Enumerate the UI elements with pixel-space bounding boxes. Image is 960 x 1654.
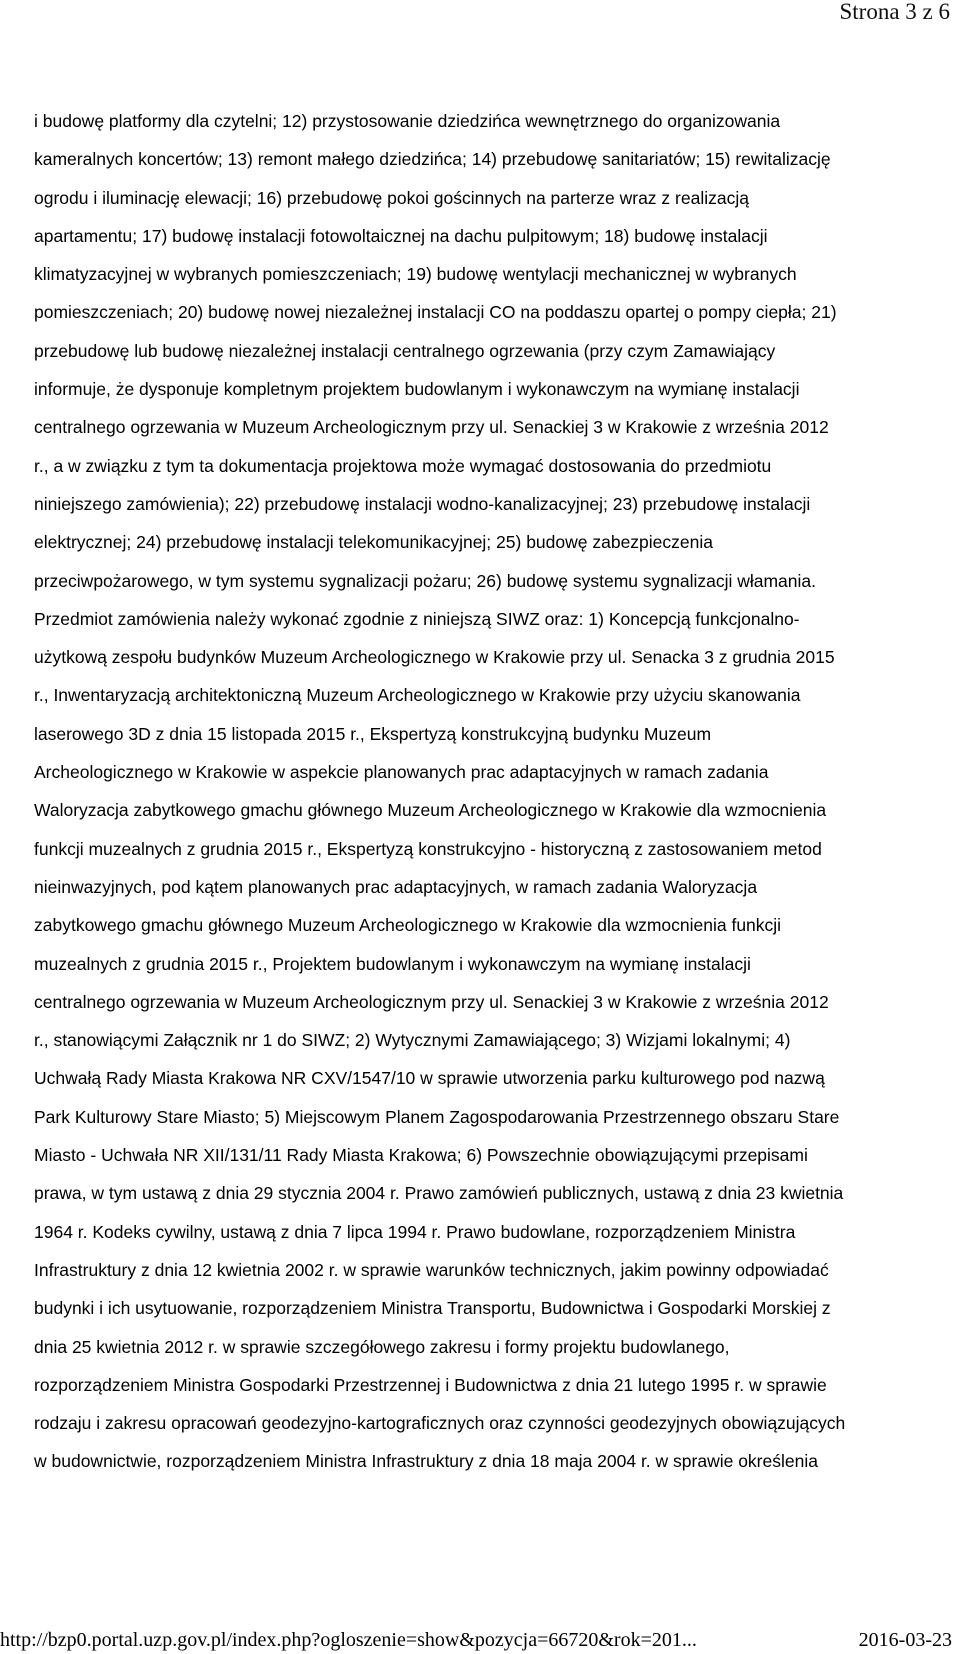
text-line: informuje, że dysponuje kompletnym projektem budowlanym i wykonawczym na wymianę instalacji <box>34 379 800 400</box>
text-line: przeciwpożarowego, w tym systemu sygnalizacji pożaru; 26) budowę systemu sygnalizacji włamania. <box>34 570 816 591</box>
text-line: muzealnych z grudnia 2015 r., Projektem budowlanym i wykonawczym na wymianę instalacji <box>34 953 751 974</box>
text-line: nieinwazyjnych, pod kątem planowanych prac adaptacyjnych, w ramach zadania Waloryzacja <box>34 876 758 897</box>
page-number: Strona 3 z 6 <box>839 0 950 24</box>
text-line: r., Inwentaryzacją architektoniczną Muzeum Archeologicznego w Krakowie przy użyciu skanowania <box>34 685 801 706</box>
text-line: Park Kulturowy Stare Miasto; 5) Miejscowym Planem Zagospodarowania Przestrzennego obszaru Stare <box>34 1106 840 1127</box>
text-line: użytkową zespołu budynków Muzeum Archeologicznego w Krakowie przy ul. Senacka 3 z grudnia 2015 <box>34 647 835 668</box>
text-line: funkcji muzealnych z grudnia 2015 r., Ekspertyzą konstrukcyjno - historyczną z zastosowaniem metod <box>34 838 822 859</box>
text-line: klimatyzacyjnej w wybranych pomieszczeniach; 19) budowę wentylacji mechanicznej w wybranych <box>34 264 797 285</box>
text-line: w budownictwie, rozporządzeniem Ministra Infrastruktury z dnia 18 maja 2004 r. w sprawie określenia <box>34 1451 818 1472</box>
text-line: budynki i ich usytuowanie, rozporządzeniem Ministra Transportu, Budownictwa i Gospodarki Morskiej z <box>34 1298 831 1319</box>
text-line: pomieszczeniach; 20) budowę nowej niezależnej instalacji CO na poddaszu opartej o pompy ciepła; 21) <box>34 302 837 323</box>
text-line: Archeologicznego w Krakowie w aspekcie planowanych prac adaptacyjnych w ramach zadania <box>34 762 769 783</box>
footer-url: http://bzp0.portal.uzp.gov.pl/index.php?ogloszenie=show&pozycja=66720&rok=201... <box>0 1629 697 1651</box>
text-line: ogrodu i iluminację elewacji; 16) przebudowę pokoi gościnnych na parterze wraz z realizacją <box>34 187 749 208</box>
text-line: zabytkowego gmachu głównego Muzeum Archeologicznego w Krakowie dla wzmocnienia funkcji <box>34 915 782 936</box>
text-line: Przedmiot zamówienia należy wykonać zgodnie z niniejszą SIWZ oraz: 1) Koncepcją funkcjonalno- <box>34 608 800 629</box>
text-line: r., a w związku z tym ta dokumentacja projektowa może wymagać dostosowania do przedmiotu <box>34 455 772 476</box>
text-line: Infrastruktury z dnia 12 kwietnia 2002 r. w sprawie warunków technicznych, jakim powinny odpowiadać <box>34 1259 829 1280</box>
text-line: centralnego ogrzewania w Muzeum Archeologicznym przy ul. Senackiej 3 w Krakowie z września 2012 <box>34 991 829 1012</box>
text-line: dnia 25 kwietnia 2012 r. w sprawie szczegółowego zakresu i formy projektu budowlanego, <box>34 1336 730 1357</box>
text-line: 1964 r. Kodeks cywilny, ustawą z dnia 7 lipca 1994 r. Prawo budowlane, rozporządzeniem Ministra <box>34 1221 796 1242</box>
text-line: niniejszego zamówienia); 22) przebudowę instalacji wodno-kanalizacyjnej; 23) przebudowę instalacji <box>34 493 811 514</box>
text-line: rozporządzeniem Ministra Gospodarki Przestrzennej i Budownictwa z dnia 21 lutego 1995 r. w sprawie <box>34 1374 827 1395</box>
document-body <box>34 102 934 1481</box>
text-line: apartamentu; 17) budowę instalacji fotowoltaicznej na dachu pulpitowym; 18) budowę instalacji <box>34 225 768 246</box>
text-line: elektrycznej; 24) przebudowę instalacji telekomunikacyjnej; 25) budowę zabezpieczenia <box>34 532 713 553</box>
page-footer <box>0 1622 960 1654</box>
text-line: rodzaju i zakresu opracowań geodezyjno-kartograficznych oraz czynności geodezyjnych obowiązujących <box>34 1413 846 1434</box>
text-line: i budowę platformy dla czytelni; 12) przystosowanie dziedzińca wewnętrznego do organizowania <box>34 111 781 131</box>
text-line: centralnego ogrzewania w Muzeum Archeologicznym przy ul. Senackiej 3 w Krakowie z września 2012 <box>34 417 829 438</box>
text-line: r., stanowiącymi Załącznik nr 1 do SIWZ; 2) Wytycznymi Zamawiającego; 3) Wizjami lokalnymi; 4) <box>34 1030 791 1051</box>
text-line: Uchwałą Rady Miasta Krakowa NR CXV/1547/10 w sprawie utworzenia parku kulturowego pod nazwą <box>34 1068 825 1089</box>
text-line: kameralnych koncertów; 13) remont małego dziedzińca; 14) przebudowę sanitariatów; 15) rewitalizację <box>34 149 831 170</box>
text-line: Miasto - Uchwała NR XII/131/11 Rady Miasta Krakowa; 6) Powszechnie obowiązującymi przepisami <box>34 1145 808 1166</box>
footer-date: 2016-03-23 <box>858 1629 952 1651</box>
text-line: Waloryzacja zabytkowego gmachu głównego Muzeum Archeologicznego w Krakowie dla wzmocnienia <box>34 800 827 821</box>
text-line: laserowego 3D z dnia 15 listopada 2015 r., Ekspertyzą konstrukcyjną budynku Muzeum <box>34 723 712 744</box>
text-line: przebudowę lub budowę niezależnej instalacji centralnego ogrzewania (przy czym Zamawiający <box>34 340 776 361</box>
text-line: prawa, w tym ustawą z dnia 29 stycznia 2004 r. Prawo zamówień publicznych, ustawą z dnia 23 kwietnia <box>34 1183 844 1204</box>
